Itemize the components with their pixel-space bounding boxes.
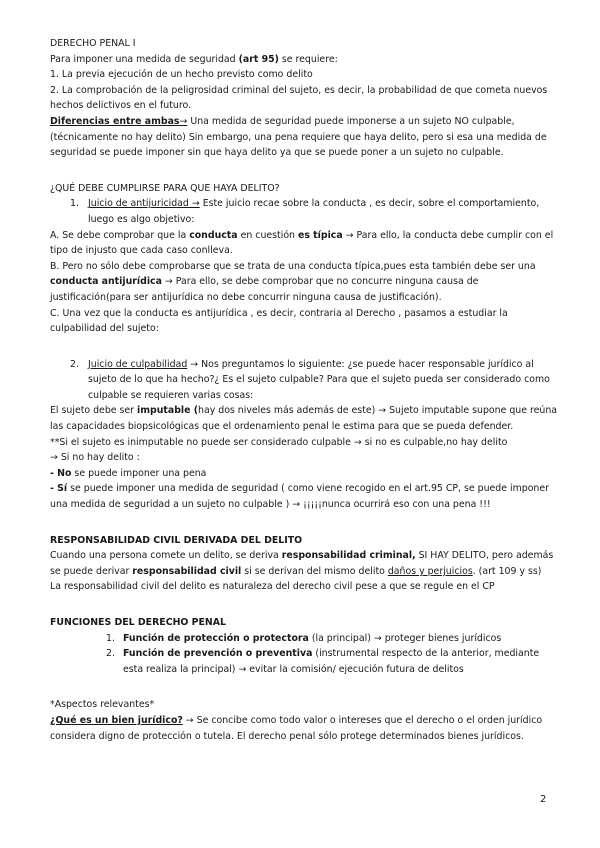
text-span: → Nos preguntamos lo siguiente: ¿se puede hacer responsable jurídico al sujeto de lo que ha hecho?¿ Es el sujeto culpable? Para que el sujeto pueda ser considerado como culpable se requieren varias cosas: (88, 358, 550, 401)
differences-paragraph (50, 114, 562, 161)
bold-term: - No (50, 467, 72, 479)
text-span: hay dos niveles más además de este) → Sujeto imputable supone que reúna las capacidades biopsicológicas que el ordenamiento penal le estima para que se pueda defender. (50, 405, 558, 433)
intro-line (50, 52, 562, 68)
bien-juridico-paragraph (50, 713, 562, 744)
list-number: 1. (70, 198, 79, 210)
bold-term: - Sí (50, 483, 68, 495)
list-item-label: Juicio de culpabilidad (88, 358, 188, 370)
civil-paragraph (50, 548, 562, 579)
text-span: SI HAY DELITO, pero además se puede derivar (50, 550, 554, 577)
intro-item-1: 1. La previa ejecución de un hecho previsto como delito (50, 69, 313, 81)
document-title: DERECHO PENAL I (50, 38, 136, 49)
function-item-1 (50, 631, 562, 647)
arrow: → (188, 198, 200, 210)
section-heading: RESPONSABILIDAD CIVIL DERIVADA DEL DELITO (50, 534, 303, 546)
arrow: → (179, 115, 188, 127)
note-inimputable: **Si el sujeto es inimputable no puede ser considerado culpable → si no es culpable,no hay delito (50, 436, 508, 448)
paragraph-c: C. Una vez que la conducta es antijurídica , es decir, contraria al Derecho , pasamos a estudiar la culpabilidad del sujeto: (50, 307, 508, 335)
section-heading: FUNCIONES DEL DERECHO PENAL (50, 617, 227, 628)
text-span: Una medida de seguridad puede imponerse a un sujeto NO culpable, (técnicamente no hay delito) Sin embargo, una pena requiere que haya delito, pero si esa una medida de seguridad se puede imponer sin que haya delito ya que se puede poner a un sujeto no culpable. (50, 115, 547, 159)
text-span: se requiere: (278, 53, 338, 65)
bold-term: conducta antijurídica (50, 276, 162, 288)
underlined-term: daños y perjuicios (387, 565, 473, 577)
text-span: Este juicio recae sobre la conducta , es decir, sobre el comportamiento, luego es algo objetivo: (88, 198, 540, 225)
intro-item-2: 2. La comprobación de la peligrosidad criminal del sujeto, es decir, la probabilidad de que cometa nuevos hechos delictivos en el futuro. (50, 84, 548, 112)
text-span: se puede imponer una medida de seguridad ( como viene recogido en el art.95 CP, se puede imponer una medida de seguridad a un sujeto no culpable ) → ¡¡¡¡¡nunca ocurrirá eso con una pena !!! (50, 483, 549, 511)
bold-term: imputable ( (137, 405, 199, 417)
list-item-label: Juicio de antijuricidad (88, 198, 189, 210)
si-medida-line (50, 481, 562, 512)
section-heading: ¿QUÉ DEBE CUMPLIRSE PARA QUE HAYA DELITO? (50, 182, 280, 194)
list-number: 1. (106, 632, 115, 644)
no-pena-line (50, 466, 562, 482)
text-span: → Para ello, se debe comprobar que no concurre ninguna causa de justificación(para ser antijurídica no debe concurrir ninguna causa de justificación). (50, 276, 479, 303)
text-span: B. Pero no sólo debe comprobarse que se trata de una conducta típica,pues esta también debe ser una (50, 260, 536, 272)
text-span: . (art 109 y ss) (472, 565, 542, 577)
list-item-culpabilidad (50, 357, 562, 404)
civil-nature-paragraph: La responsabilidad civil del delito es naturaleza del derecho civil pese a que se regule en el CP (50, 581, 495, 593)
list-number: 2. (106, 648, 115, 660)
text-span: se puede imponer una pena (71, 467, 207, 479)
bold-term: es típica (297, 229, 343, 241)
differences-label: Diferencias entre ambas (50, 115, 180, 127)
paragraph-a (50, 228, 562, 259)
text-span: Para imponer una medida de seguridad (50, 53, 239, 65)
page-content (50, 36, 562, 744)
function-item-2 (50, 646, 562, 677)
bold-term: Función de prevención o preventiva (123, 648, 313, 660)
imputable-paragraph (50, 403, 562, 434)
bold-term: responsabilidad criminal, (281, 550, 416, 562)
text-span: El sujeto debe ser (50, 405, 138, 417)
text-span: (la principal) → proteger bienes jurídicos (308, 632, 502, 644)
text-span: en cuestión (237, 229, 298, 241)
question-term: ¿Qué es un bien jurídico? (50, 714, 183, 726)
list-item-antijuricidad (50, 196, 562, 227)
text-span: si se derivan del mismo delito (241, 565, 388, 577)
note-no-delito: → Si no hay delito : (50, 452, 140, 464)
text-span: (instrumental respecto de la anterior, mediante esta realiza la principal) → evitar la comisión/ ejecución futura de delitos (123, 648, 540, 675)
aspects-label: *Aspectos relevantes* (50, 699, 155, 711)
bold-term: responsabilidad civil (132, 565, 242, 577)
page-number: 2 (540, 794, 547, 805)
list-number: 2. (70, 358, 79, 370)
article-ref: (art 95) (238, 53, 279, 65)
text-span: Cuando una persona comete un delito, se deriva (50, 550, 282, 562)
text-span: → Para ello, la conducta debe cumplir con el tipo de injusto que cada caso conlleva. (50, 229, 554, 257)
paragraph-b (50, 259, 562, 306)
text-span: → Se concibe como todo valor o intereses que el derecho o el orden jurídico considera digno de protección o tutela. El derecho penal sólo protege determinados bienes jurídicos. (50, 714, 543, 742)
bold-term: conducta (189, 229, 238, 241)
bold-term: Función de protección o protectora (123, 632, 309, 644)
text-span: A. Se debe comprobar que la (50, 229, 190, 241)
